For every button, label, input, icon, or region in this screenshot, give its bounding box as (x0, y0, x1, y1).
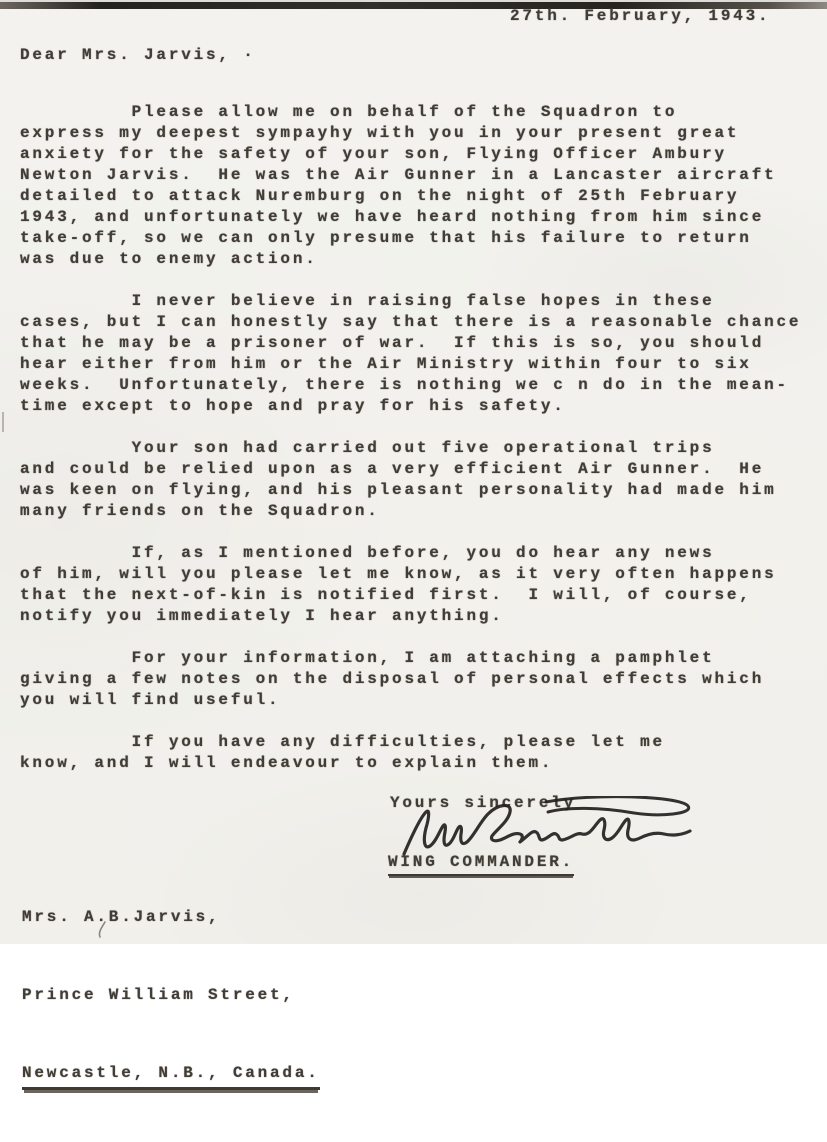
signer-role-text: WING COMMANDER. (388, 852, 574, 876)
letter-date: 27th. February, 1943. (510, 7, 771, 25)
address-line-3 (22, 1060, 320, 1090)
salutation: Dear Mrs. Jarvis, · (20, 46, 256, 64)
paragraph: If, as I mentioned before, you do hear any news of him, will you please let me know, as it very often happens that the next-of-kin is notified first. I will, of course, notify you immediately I hear anything. (20, 544, 777, 625)
closing-phrase: Yours sincerely (390, 794, 577, 812)
address-line-2: Prince William Street, (22, 986, 295, 1004)
recipient-address (22, 852, 320, 1142)
paragraph: If you have any difficulties, please let me know, and I will endeavour to explain them. (20, 733, 665, 772)
letter-body (20, 102, 801, 795)
stray-pen-mark (92, 920, 110, 940)
address-line-1: Mrs. A.B.Jarvis, (22, 908, 221, 926)
address-line-3-text: Newcastle, N.B., Canada. (22, 1060, 320, 1090)
signature-flourish (546, 797, 689, 815)
paragraph: For your information, I am attaching a pamphlet giving a few notes on the disposal of personal effects which you will find useful. (20, 649, 765, 709)
scan-artifact (2, 412, 4, 432)
signature (396, 796, 714, 860)
paragraph: Please allow me on behalf of the Squadron to express my deepest sympayhy with you in your present great anxiety for the safety of your son, Flying Officer Ambury Newton Jarvis. He was the Air Gunner in a Lancaster aircraft detailed to attack Nuremburg on the night of 25th February 1943, and unfortunately we have heard nothing from him since take-off, so we can only presume that his failure to return was due to enemy action. (20, 103, 777, 268)
paragraph: I never believe in raising false hopes in these cases, but I can honestly say that there is a reasonable chance that he may be a prisoner of war. If this is so, you should hear either from him or the Air Ministry within four to six weeks. Unfortunately, there is nothing we c n do in the mean- time except to hope and pray for his safety. (20, 292, 802, 415)
paragraph: Your son had carried out five operational trips and could be relied upon as a very efficient Air Gunner. He was keen on flying, and his pleasant personality had made him many friends on the Squadron. (20, 439, 777, 520)
signer-role (388, 852, 574, 876)
